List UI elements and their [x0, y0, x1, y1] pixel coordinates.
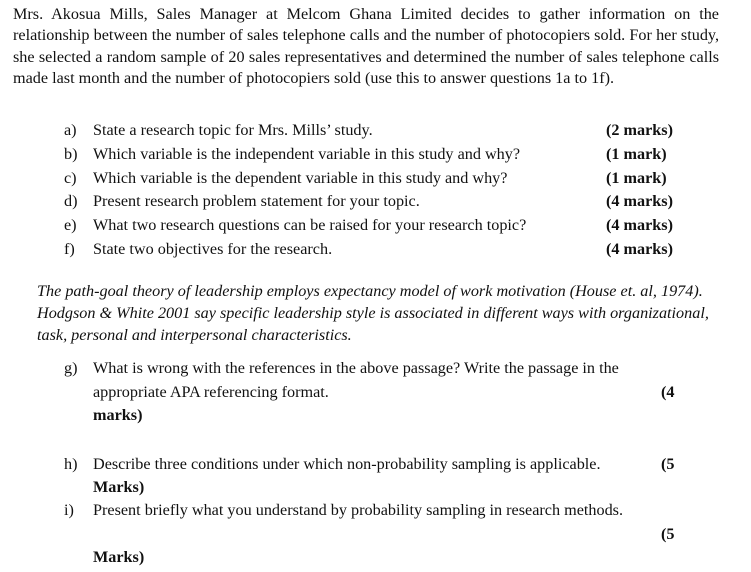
question-label: c): [64, 169, 77, 187]
question-label: d): [64, 192, 78, 210]
question-c: [64, 166, 684, 190]
question-e: [64, 213, 684, 237]
question-label: g): [64, 359, 78, 377]
question-text: Which variable is the independent variable in this study and why?: [93, 145, 521, 163]
question-marks-continued: marks): [93, 406, 143, 424]
question-marks-continued: Marks): [93, 548, 145, 566]
question-text: Present research problem statement for your topic.: [93, 192, 420, 210]
question-marks: (5: [661, 455, 675, 473]
question-text: State two objectives for the research.: [93, 240, 333, 258]
question-marks-continued: Marks): [93, 478, 145, 496]
question-marks: (1 mark): [606, 145, 667, 163]
question-b: [64, 142, 684, 166]
question-marks: (4: [661, 383, 675, 401]
question-label: h): [64, 455, 78, 473]
question-label: f): [64, 240, 75, 258]
question-text: Which variable is the dependent variable in this study and why?: [93, 169, 508, 187]
question-f: [64, 237, 684, 261]
question-marks: (4 marks): [606, 192, 673, 210]
question-label: b): [64, 145, 78, 163]
question-d: [64, 189, 684, 213]
question-marks: (2 marks): [606, 121, 673, 139]
question-marks: (4 marks): [606, 216, 673, 234]
question-a: [64, 118, 684, 142]
question-label: e): [64, 216, 77, 234]
intro-paragraph: Mrs. Akosua Mills, Sales Manager at Melcom Ghana Limited decides to gather information on the relationship between the number of sales telephone calls and the number of photocopiers sold. For her study, she selected a random sample of 20 sales representatives and determined the number of sales telephone calls made last month and the number of photocopiers sold (use this to answer questions 1a to 1f).: [13, 5, 719, 87]
question-text: What two research questions can be raised for your research topic?: [93, 216, 527, 234]
question-text-line-1: Present briefly what you understand by probability sampling in research methods.: [93, 501, 624, 519]
question-label: i): [64, 501, 74, 519]
leadership-passage: The path-goal theory of leadership employs expectancy model of work motivation (House et. al, 1974). Hodgson & White 2001 say specific leadership style is associated in different ways with organizational, task, personal and interpersonal characteristics.: [37, 282, 709, 344]
question-text: State a research topic for Mrs. Mills’ study.: [93, 121, 373, 139]
question-text-line-1: What is wrong with the references in the above passage? Write the passage in the: [93, 359, 619, 377]
question-marks: (1 mark): [606, 169, 667, 187]
question-text-line-1: Describe three conditions under which non-probability sampling is applicable.: [93, 455, 601, 473]
question-marks: (5: [661, 525, 675, 543]
question-label: a): [64, 121, 77, 139]
question-text-line-2: appropriate APA referencing format.: [93, 383, 329, 401]
question-marks: (4 marks): [606, 240, 673, 258]
